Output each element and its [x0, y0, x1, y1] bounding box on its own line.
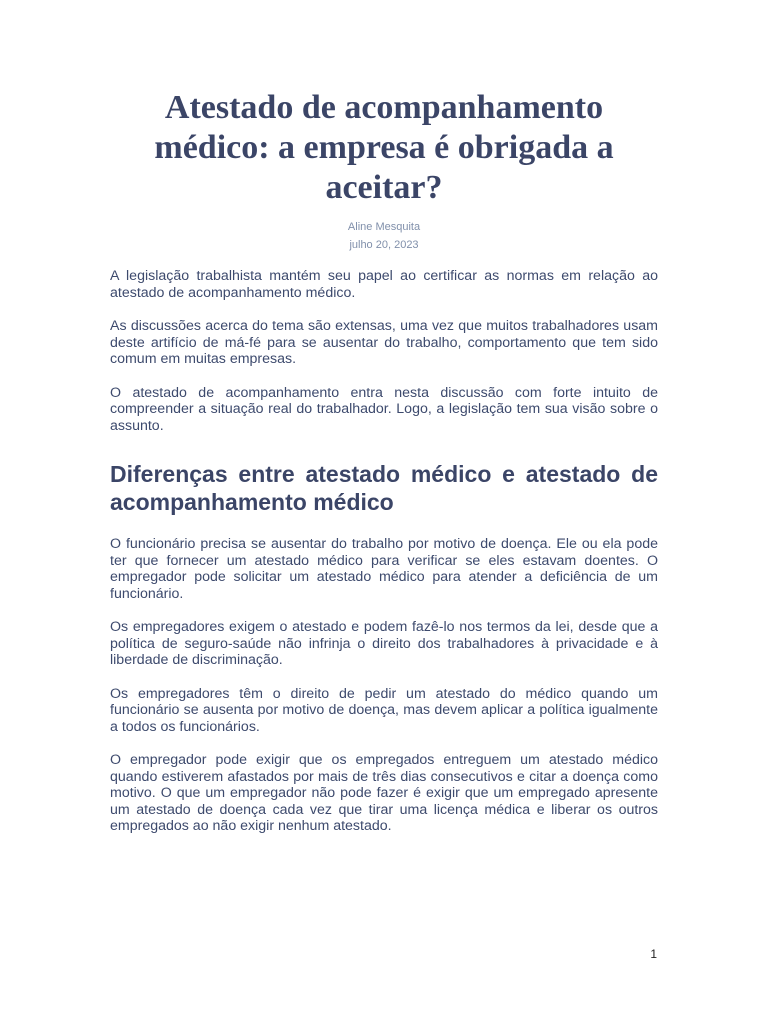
article-author: Aline Mesquita: [347, 221, 421, 233]
section-paragraph: O funcionário precisa se ausentar do trabalho por motivo de doença. Ele ou ela pode ter que fornecer um atestado médico para verificar se eles estavam doentes. O empregador pode solicitar um atestado médico para atender a deficiência de um funcionário.: [110, 536, 658, 602]
intro-paragraph: As discussões acerca do tema são extensas, uma vez que muitos trabalhadores usam deste artifício de má-fé para se ausentar do trabalho, comportamento que tem sido comum em muitas empresas.: [110, 318, 658, 367]
intro-paragraph: O atestado de acompanhamento entra nesta discussão com forte intuito de compreender a situação real do trabalhador. Logo, a legislação tem sua visão sobre o assunto.: [110, 384, 658, 434]
section-paragraph: Os empregadores têm o direito de pedir um atestado do médico quando um funcionário se ausenta por motivo de doença, mas devem aplicar a política igualmente a todos os funcionários.: [110, 685, 658, 735]
section-paragraph: Os empregadores exigem o atestado e podem fazê-lo nos termos da lei, desde que a política de seguro-saúde não infrinja o direito dos trabalhadores à privacidade e à liberdade de discriminação.: [110, 619, 658, 668]
page-number: 1: [650, 947, 657, 961]
section-heading: Diferenças entre atestado médico e atestado de acompanhamento médico: [110, 461, 658, 515]
document-page: [110, 88, 658, 835]
section-paragraph: O empregador pode exigir que os empregados entreguem um atestado médico quando estiverem afastados por mais de três dias consecutivos e citar a doença como motivo. O que um empregador não pode fazer é exigir que um empregado apresente um atestado de doença cada vez que tirar uma licença médica e liberar os outros empregados ao não exigir nenhum atestado.: [110, 752, 658, 834]
article-title: Atestado de acompanhamento médico: a empresa é obrigada a aceitar?: [154, 89, 614, 206]
article-date: julho 20, 2023: [349, 239, 419, 251]
article-meta: [110, 218, 658, 254]
intro-paragraph: A legislação trabalhista mantém seu papel ao certificar as normas em relação ao atestado de acompanhamento médico.: [110, 268, 658, 301]
